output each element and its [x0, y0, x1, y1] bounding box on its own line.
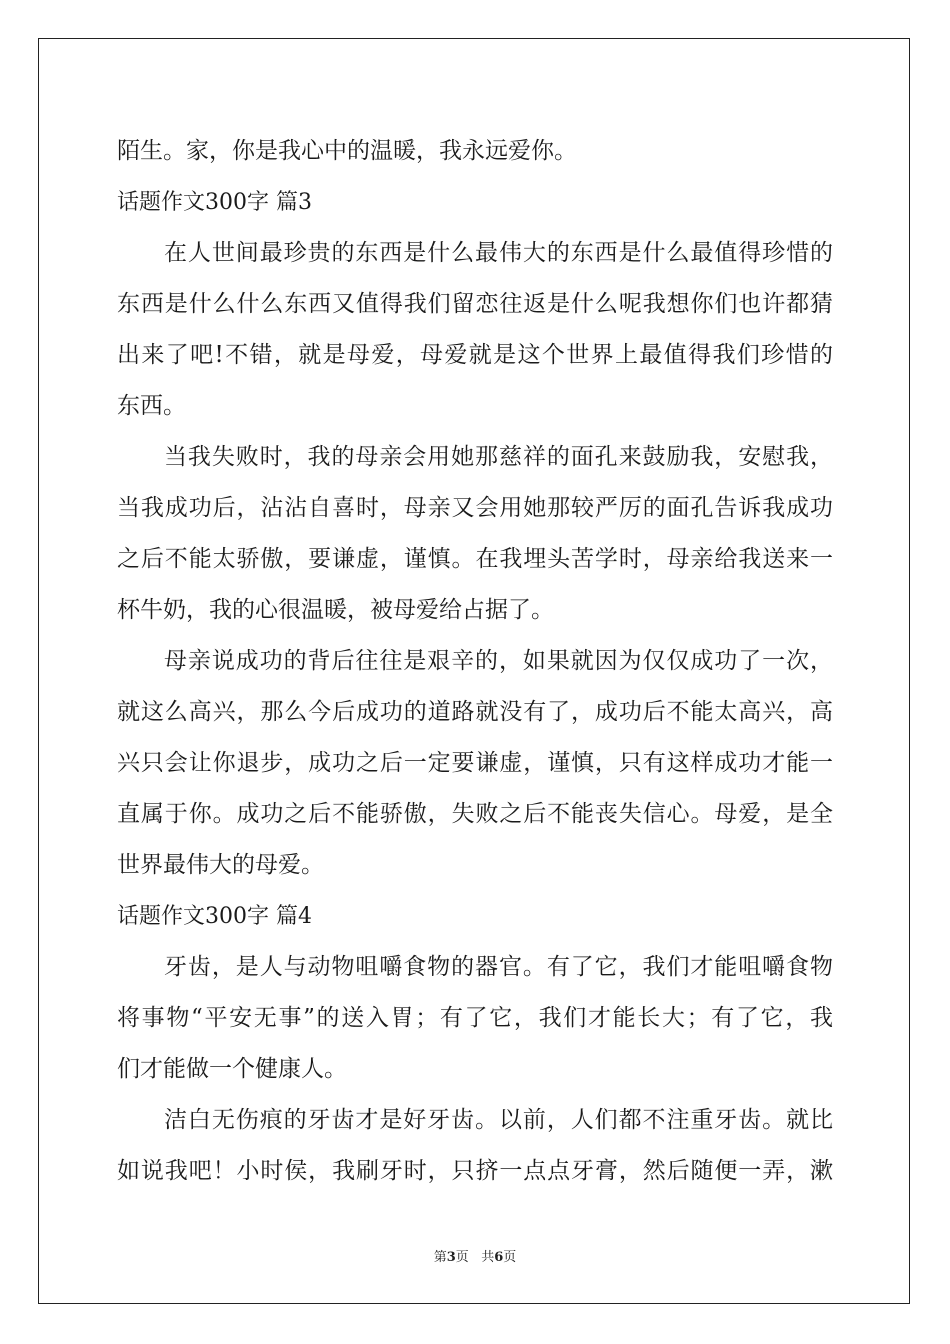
paragraph-line: 当我失败时，我的母亲会用她那慈祥的面孔来鼓励我，安慰我， — [164, 444, 833, 470]
section-heading: 话题作文300字 篇4 — [117, 904, 312, 929]
paragraph-line: 直属于你。成功之后不能骄傲，失败之后不能丧失信心。母爱，是全 — [117, 801, 833, 827]
paragraph-line: 东西是什么什么东西又值得我们留恋往返是什么呢我想你们也许都猜 — [117, 291, 833, 317]
footer-total-pages: 6 — [494, 1250, 504, 1265]
paragraph-line: 陌生。家，你是我心中的温暖，我永远爱你。 — [117, 138, 577, 164]
paragraph-line: 之后不能太骄傲，要谦虚，谨慎。在我埋头苦学时，母亲给我送来一 — [117, 546, 833, 572]
footer-current-page: 3 — [446, 1250, 456, 1265]
paragraph-line: 牙齿，是人与动物咀嚼食物的器官。有了它，我们才能咀嚼食物 — [164, 954, 833, 980]
paragraph-line: 东西。 — [117, 393, 186, 419]
paragraph-line: 们才能做一个健康人。 — [117, 1056, 347, 1082]
footer-middle: 页 共 — [455, 1250, 495, 1265]
paragraph-line: 如说我吧！小时侯，我刷牙时，只挤一点点牙膏，然后随便一弄，漱 — [117, 1158, 833, 1184]
footer-prefix: 第 — [433, 1250, 447, 1265]
paragraph-line: 就这么高兴，那么今后成功的道路就没有了，成功后不能太高兴，高 — [117, 699, 833, 725]
page-footer — [0, 1246, 950, 1265]
paragraph-line: 杯牛奶，我的心很温暖，被母爱给占据了。 — [117, 597, 554, 623]
paragraph-line: 兴只会让你退步，成功之后一定要谦虚，谨慎，只有这样成功才能一 — [117, 750, 833, 776]
document-body — [117, 126, 833, 1197]
footer-suffix: 页 — [503, 1250, 517, 1265]
paragraph-line: 洁白无伤痕的牙齿才是好牙齿。以前，人们都不注重牙齿。就比 — [164, 1107, 833, 1133]
section-heading: 话题作文300字 篇3 — [117, 190, 312, 215]
paragraph-line: 在人世间最珍贵的东西是什么最伟大的东西是什么最值得珍惜的 — [164, 240, 833, 266]
paragraph-line: 将事物“平安无事”的送入胃；有了它，我们才能长大；有了它，我 — [117, 1005, 833, 1031]
paragraph-line: 母亲说成功的背后往往是艰辛的，如果就因为仅仅成功了一次， — [164, 648, 833, 674]
paragraph-line: 当我成功后，沾沾自喜时，母亲又会用她那较严厉的面孔告诉我成功 — [117, 495, 833, 521]
paragraph-line: 世界最伟大的母爱。 — [117, 852, 324, 878]
paragraph-line: 出来了吧!不错，就是母爱，母爱就是这个世界上最值得我们珍惜的 — [117, 342, 833, 368]
